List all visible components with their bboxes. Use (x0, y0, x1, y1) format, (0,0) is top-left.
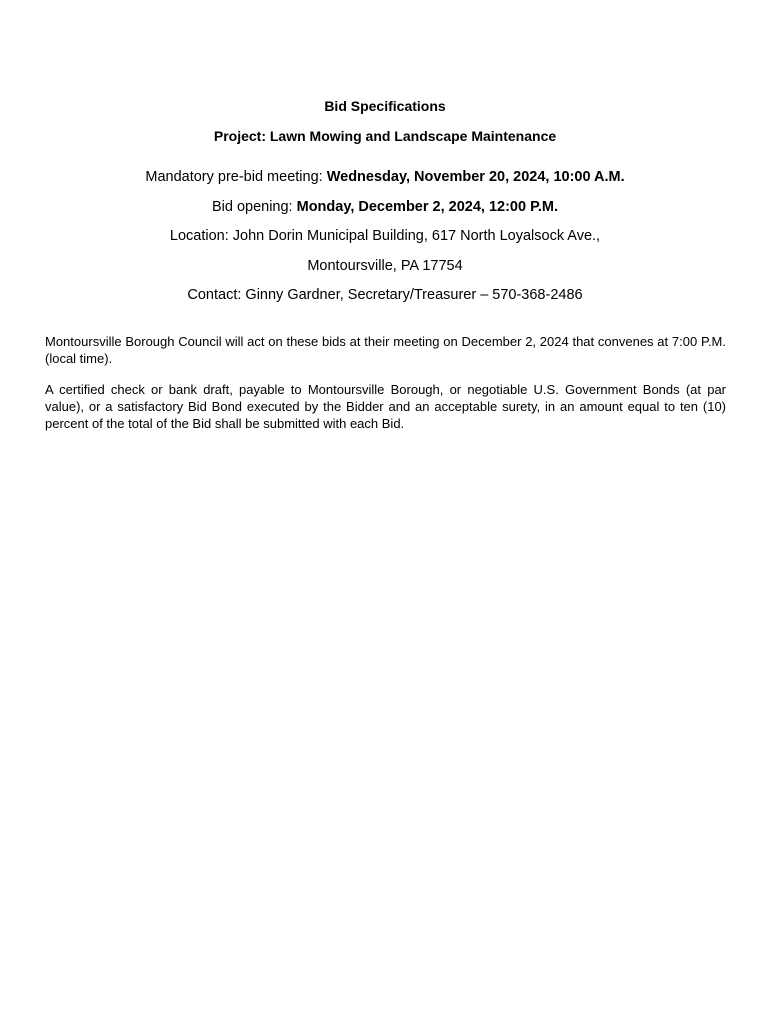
bid-opening-date: Monday, December 2, 2024, 12:00 P.M. (296, 199, 559, 215)
bid-opening-label: Bid opening: (211, 199, 297, 215)
location-city-line: Montoursville, PA 17754 (307, 258, 463, 274)
location-line: Location: John Dorin Municipal Building, 617 North Loyalsock Ave., (169, 228, 601, 244)
project-title: Project: Lawn Mowing and Landscape Maintenance (213, 128, 557, 144)
bid-security-paragraph: A certified check or bank draft, payable to Montoursville Borough, or negotiable U.S. Government Bonds (at par value), or a satisfactory Bid Bond executed by the Bidder and an acceptable surety, in an amount equal to ten (10) percent of the total of the Bid shall be submitted with each Bid. (45, 382, 726, 431)
prebid-meeting-label: Mandatory pre-bid meeting: (145, 169, 327, 185)
prebid-meeting-line (0, 169, 770, 185)
prebid-meeting-date: Wednesday, November 20, 2024, 10:00 A.M. (326, 169, 625, 185)
document-title: Bid Specifications (324, 98, 446, 114)
council-paragraph: Montoursville Borough Council will act on these bids at their meeting on December 2, 2024 that convenes at 7:00 P.M. (local time). (45, 334, 726, 366)
contact-line: Contact: Ginny Gardner, Secretary/Treasurer – 570-368-2486 (187, 287, 583, 303)
bid-opening-line (0, 199, 770, 215)
